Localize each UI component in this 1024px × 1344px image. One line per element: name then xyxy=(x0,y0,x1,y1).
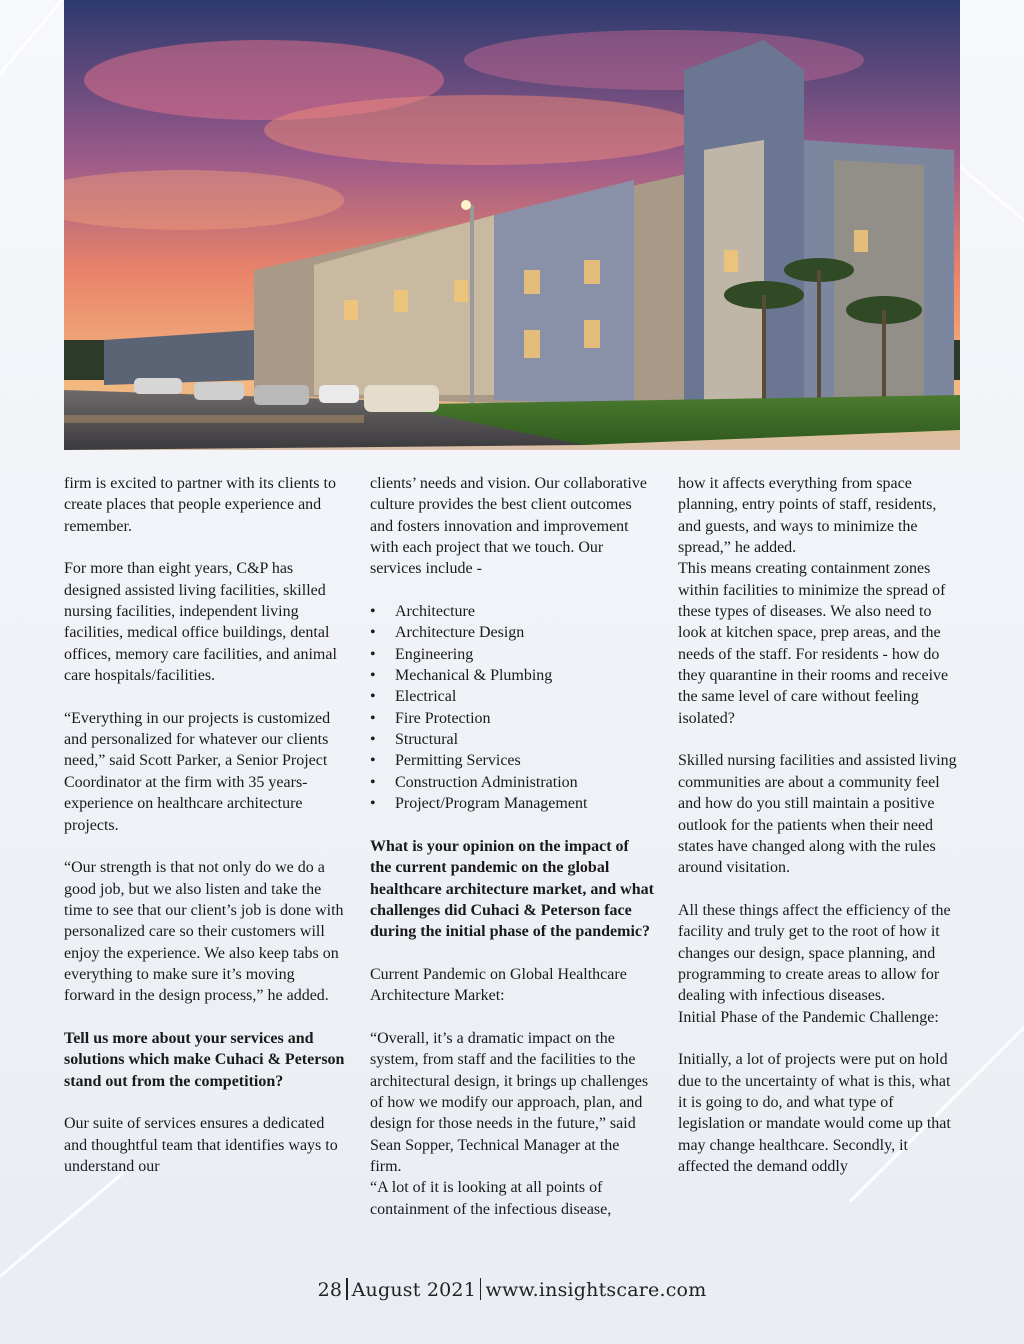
interview-question: Tell us more about your services and solutions which make Cuhaci & Peterson stand out from the competition? xyxy=(64,1029,345,1090)
paragraph: Current Pandemic on Global Healthcare Architecture Market: xyxy=(370,965,627,1005)
paragraph: For more than eight years, C&P has designed assisted living facilities, skilled nursing facilities, independent living facilities, medical office buildings, dental offices, memory care facilities, and animal care hospitals/facilities. xyxy=(64,560,337,685)
paragraph: All these things affect the efficiency of the facility and truly get to the root of how it changes our design, space planning, and programming to create areas to allow for dealing with infectious diseases. xyxy=(678,901,951,1005)
paragraph: Skilled nursing facilities and assisted living communities are about a community feel and how do you still maintain a positive outlook for the patients when their need states have changed along with the rules around visitation. xyxy=(678,752,957,877)
building-photo xyxy=(64,0,960,450)
paragraph: “Everything in our projects is customized and personalized for whatever our clients need,” said Scott Parker, a Senior Project Coordinator at the firm with 35 years-experience on healthcare architecture projects. xyxy=(64,709,331,834)
list-item: • Permitting Services xyxy=(370,750,654,771)
list-item: • Construction Administration xyxy=(370,772,654,793)
list-item: • Project/Program Management xyxy=(370,793,654,814)
paragraph: “A lot of it is looking at all points of containment of the infectious disease, xyxy=(370,1179,612,1218)
services-list xyxy=(370,601,654,814)
paragraph: “Our strength is that not only do we do a good job, but we also listen and take the time to see that our client’s job is done with personalized care so their customers will enjoy the experience. We also keep tabs on everything to make sure it’s moving forward in the design process,” he added. xyxy=(64,859,344,1005)
page-footer xyxy=(0,1278,1024,1301)
list-item: • Mechanical & Plumbing xyxy=(370,665,654,686)
website-link[interactable]: www.insightscare.com xyxy=(485,1279,707,1301)
paragraph: firm is excited to partner with its clients to create places that people experience and remember. xyxy=(64,475,336,535)
paragraph: how it affects everything from space planning, entry points of staff, residents, and guests, and ways to minimize the spread,” he added. xyxy=(678,475,937,557)
issue-date: August 2021 xyxy=(351,1279,476,1301)
article-column-3 xyxy=(678,473,962,1177)
paragraph: “Overall, it’s a dramatic impact on the system, from staff and the facilities to the architectural design, it brings up challenges of how we modify our approach, plan, and design for those needs in the future,” said Sean Sopper, Technical Manager at the firm. xyxy=(370,1029,649,1175)
list-item: • Architecture xyxy=(370,601,654,622)
page-number: 28 xyxy=(317,1279,343,1301)
list-item: • Structural xyxy=(370,729,654,750)
list-item: • Architecture Design xyxy=(370,622,654,643)
list-item: • Fire Protection xyxy=(370,708,654,729)
article-column-2 xyxy=(370,473,654,1220)
article-column-1 xyxy=(64,473,346,1177)
separator xyxy=(480,1278,482,1300)
paragraph: Initially, a lot of projects were put on hold due to the uncertainty of what is this, what it is going to do, and what type of legislation or mandate would come up that may change healthcare. Secondly, it affected the demand oddly xyxy=(678,1051,951,1175)
list-item: • Engineering xyxy=(370,644,654,665)
paragraph: Initial Phase of the Pandemic Challenge: xyxy=(678,1008,939,1026)
paragraph: clients’ needs and vision. Our collaborative culture provides the best client outcomes and fosters innovation and improvement with each project that we touch. Our services include - xyxy=(370,475,647,578)
interview-question: What is your opinion on the impact of the current pandemic on the global healthcare architecture market, and what challenges did Cuhaci & Peterson face during the initial phase of the pandemic? xyxy=(370,837,654,941)
paragraph: This means creating containment zones within facilities to minimize the spread of these types of diseases. We also need to look at kitchen space, prep areas, and the needs of the staff. For residents - how do they quarantine in their rooms and receive the same level of care without feeling isolated? xyxy=(678,560,949,727)
list-item: • Electrical xyxy=(370,686,654,707)
paragraph: Our suite of services ensures a dedicated and thoughtful team that identifies ways to understand our xyxy=(64,1115,338,1175)
separator xyxy=(346,1278,348,1300)
